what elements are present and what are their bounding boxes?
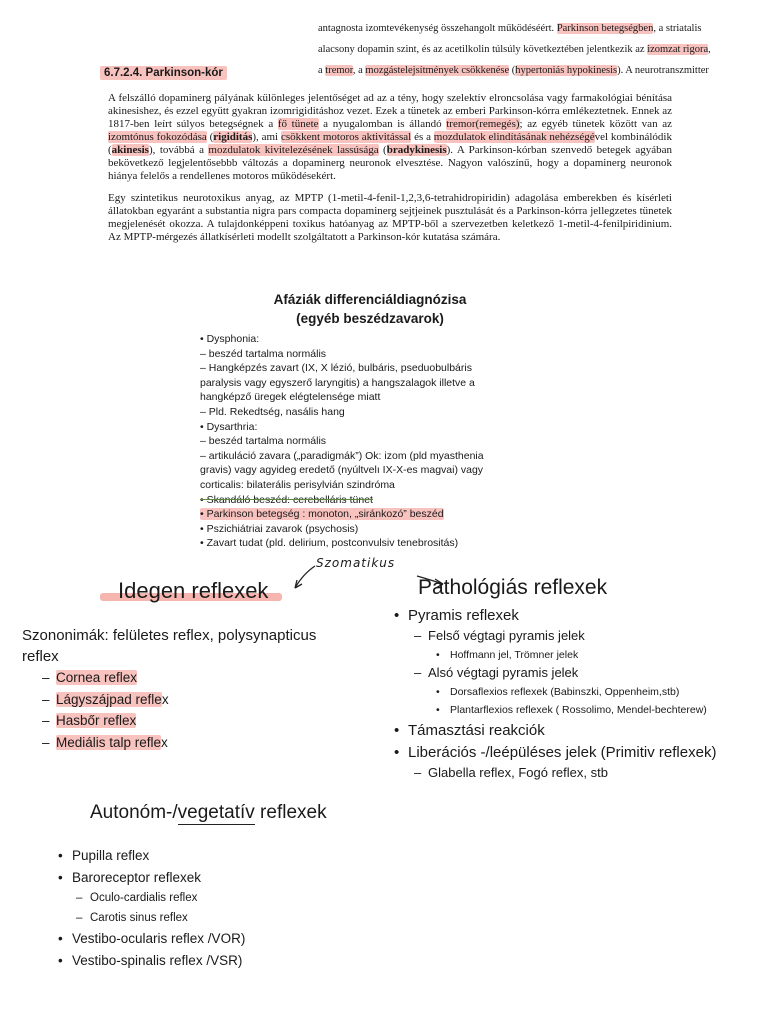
text: , <box>708 44 711 55</box>
list-item: • Hoffmann jel, Trömner jelek <box>436 648 579 661</box>
pathologias-reflexek-title: Pathológiás reflexek <box>418 576 608 599</box>
bullet-icon: • <box>58 952 63 968</box>
text: Vestibo-spinalis reflex /VSR) <box>72 952 243 968</box>
bullet-icon: • <box>394 721 400 739</box>
aphasia-line: • Pszichiátriai zavarok (psychosis) <box>200 522 359 535</box>
top-text-snippet <box>318 18 758 81</box>
text: ), ami <box>252 131 281 143</box>
text: Hoffmann jel, Trömner jelek <box>450 648 579 661</box>
synonyms-item <box>4 625 384 646</box>
aphasia-line: • Zavart tudat (pld. delirium, postconvulsiv tenebrositás) <box>200 537 459 550</box>
title-line: Afáziák differenciáldiagnózisa <box>273 292 467 307</box>
highlight: Hasbőr reflex <box>56 713 137 728</box>
idegen-reflexek-title: Idegen reflexek <box>118 578 269 603</box>
list-item: – Oculo-cardialis reflex <box>76 892 198 904</box>
text: vel kombinálódik ( <box>108 131 672 156</box>
list-item <box>58 928 378 950</box>
aphasia-line: – artikuláció zavara („paradigmák”) Ok: izom (pld myasthenia <box>200 449 484 462</box>
text: Oculo-cardialis reflex <box>90 892 198 904</box>
text: ( <box>206 131 214 143</box>
highlight: rigiditás <box>213 131 253 143</box>
text: ). A neurotranszmitter <box>617 65 709 76</box>
text: Támasztási reakciók <box>408 721 545 739</box>
bullet-icon: • <box>394 607 400 624</box>
section-heading: 6.7.2.4. Parkinson-kór <box>100 66 227 80</box>
list-item <box>58 867 378 889</box>
underline <box>178 824 255 826</box>
autonom-reflexek-title <box>90 802 327 824</box>
autonom-reflexek-list <box>58 845 378 971</box>
text: , a striatalis <box>653 23 702 34</box>
text: Glabella reflex, Fogó reflex, stb <box>428 764 608 780</box>
text: A felszálló dopaminerg pályának különleges jelentőséget ad az a tény, hogy szelektív elroncsolása vagy farmakológiai bénítása akinesishez, és ezzel együtt gyakran izomrigiditáshoz vezet. Ezek a tünetek az emberi Parkinson-kórra emlékeztetnek. Ennek az 1817-ben leírt súlyos betegségnek a <box>108 92 672 130</box>
aphasia-line: – Hangképzés zavart (IX, X lézió, bulbáris, pseduobulbáris <box>200 362 472 375</box>
list-item <box>394 742 764 764</box>
bullet-icon <box>8 625 22 646</box>
highlight: tremor <box>325 65 353 76</box>
aphasia-line: • Dysarthria: <box>200 420 258 433</box>
text: Plantarflexios reflexek ( Rossolimo, Mendel-bechterew) <box>450 704 707 716</box>
text: Autonóm-/ <box>90 802 178 823</box>
idegen-reflexek-list <box>4 625 384 753</box>
highlight: mozdulatok kivitelezésének lassúsága <box>208 144 379 156</box>
aphasia-line: – Pld. Rekedtség, nasális hang <box>200 405 345 418</box>
text: x <box>161 691 169 707</box>
list-item <box>58 845 378 867</box>
aphasia-slide <box>200 290 580 551</box>
text: a <box>318 65 326 76</box>
bullet-icon: • <box>58 931 63 946</box>
highlight: bradykinesis <box>386 144 447 156</box>
highlight: fő tünete <box>277 118 319 130</box>
aphasia-line: hangképző üregek elégtelensége miatt <box>200 391 381 404</box>
highlight: hypertoniás hypokinesis <box>515 65 618 76</box>
text: ). A Parkinson-kórban szenvedő betegek agyában bekövetkező legjelentősebbb változás a dopaminerg neuronok elvesztése. Nagyon valószínű, hogy a dopaminerg neuronok hiánya felelős a rendellenes motoros működésekért. <box>108 144 672 182</box>
text: ( <box>509 65 516 76</box>
snippet-line-3 <box>318 60 758 81</box>
bullet-icon: • <box>58 869 63 885</box>
list-item: • Dorsaflexios reflexek (Babinszki, Oppenheim,stb) <box>436 685 680 698</box>
text: Szononimák: felületes reflex, polysynapticus <box>22 627 317 644</box>
text: Dorsaflexios reflexek (Babinszki, Oppenheim,stb) <box>450 685 680 698</box>
paragraph-1 <box>108 92 672 183</box>
list-item: – Carotis sinus reflex <box>76 912 188 924</box>
list-item: • Plantarflexios reflexek ( Rossolimo, Mendel-bechterew) <box>436 704 707 716</box>
snippet-line-2 <box>318 39 758 60</box>
highlight: Parkinson betegségben <box>556 23 654 34</box>
aphasia-line: gravis) vagy agyideg eredető (nyúltvelı IX-X-es magvai) vagy <box>200 464 484 477</box>
highlight: • Parkinson betegség : monoton, „siránkozó” beszéd <box>200 508 444 521</box>
highlight: izomzat rigora <box>647 44 709 55</box>
list-item: – Alsó végtagi pyramis jelek <box>414 665 579 680</box>
list-item <box>394 720 764 742</box>
highlight: mozdulatok elindításának nehézségé <box>433 131 595 143</box>
list-item: – Glabella reflex, Fogó reflex, stb <box>414 764 608 780</box>
text: Carotis sinus reflex <box>90 912 188 924</box>
reflex-item: – Cornea reflex <box>42 670 138 685</box>
reflex-item: – Hasbőr reflex <box>42 713 137 728</box>
text: vegetatív <box>177 802 255 823</box>
highlight: Lágyszájpad refle <box>56 691 162 707</box>
text: ( <box>378 144 387 156</box>
highlight: tremor(remegés) <box>446 118 520 130</box>
paragraph-2: Egy szintetikus neurotoxikus anyag, az MPTP (1-metil-4-fenil-1,2,3,6-tetrahidropiridin) adagolása emberekben és kísérleti állatokban egyaránt a substantia nigra pars compacta dopaminerg sejtjeinek pusztulását és a Parkinson-kórra jellegzetes tünetek megjelenését okozza. A tulajdonképpeni toxikus hatóanyag az MPTP-ből a szervezetben keletkező 1-metil-4-fenilpiridinium. Az MPTP-mérgezés állatkísérleti modellt szolgáltatott a Parkinson-kór kutatása számára. <box>108 192 672 243</box>
list-item: – Felső végtagi pyramis jelek <box>414 628 585 643</box>
text: Pupilla reflex <box>72 848 150 863</box>
reflex-item: – Lágyszájpad reflex <box>42 691 169 707</box>
text: alacsony dopamin szint, és az acetilkolin túlsúly következtében jelentkezik az <box>318 44 648 55</box>
bullet-icon: • <box>58 848 63 863</box>
highlight: mozgástelejsítmények csökkenése <box>365 65 510 76</box>
title-line: (egyéb beszédzavarok) <box>296 311 444 326</box>
aphasia-line: – beszéd tartalma normális <box>200 347 327 360</box>
aphasia-line: • Dysphonia: <box>200 333 260 345</box>
text: x <box>161 734 168 750</box>
text: Felső végtagi pyramis jelek <box>428 628 585 643</box>
text: ), továbbá a <box>148 144 209 156</box>
section-body <box>108 92 672 253</box>
aphasia-title <box>200 290 540 328</box>
aphasia-line-parkinson <box>200 507 580 522</box>
text: Baroreceptor reflexek <box>72 869 202 885</box>
underlined-word <box>178 802 255 823</box>
text: Liberációs -/leépüléses jelek (Primitiv reflexek) <box>408 743 717 761</box>
pathologias-reflexek-list <box>394 605 764 782</box>
aphasia-line: – beszéd tartalma normális <box>200 435 327 448</box>
text: Pyramis reflexek <box>408 607 519 624</box>
list-item <box>394 605 764 627</box>
text: Alsó végtagi pyramis jelek <box>428 665 579 680</box>
aphasia-line: paralysis vagy egyszerő laryngitis) a hangszalagok illetve a <box>200 376 475 389</box>
highlight: csökkent motoros aktivitással <box>280 131 412 143</box>
handwritten-note: Szomatikus <box>316 556 396 570</box>
text: a nyugalomban is állandó <box>318 118 447 130</box>
text: antagnosta izomtevékenység összehangolt működéséért. <box>318 23 557 34</box>
synonyms-item-cont <box>4 646 384 667</box>
text: és a <box>411 131 434 143</box>
bullet-icon: • <box>394 743 400 761</box>
highlight: izomtónus fokozódása <box>108 131 207 143</box>
highlight: Mediális talp refle <box>56 734 162 750</box>
aphasia-line: corticalis: bilaterális perisylvián szindróma <box>200 478 395 491</box>
reflex-item: – Mediális talp reflex <box>42 734 168 750</box>
struck-text: • Skandáló beszéd: cerebelláris tünet <box>200 493 373 506</box>
text: Vestibo-ocularis reflex /VOR) <box>72 931 246 946</box>
text: reflex <box>22 648 59 665</box>
text: ; az egyéb tünetek között van az <box>519 118 672 130</box>
text: , a <box>352 65 366 76</box>
aphasia-line-struck <box>200 493 580 508</box>
highlight: Cornea reflex <box>56 670 138 685</box>
highlight: akinesis <box>111 144 149 156</box>
snippet-line-1 <box>318 18 758 39</box>
text: reflexek <box>254 802 327 823</box>
list-item <box>58 950 378 972</box>
